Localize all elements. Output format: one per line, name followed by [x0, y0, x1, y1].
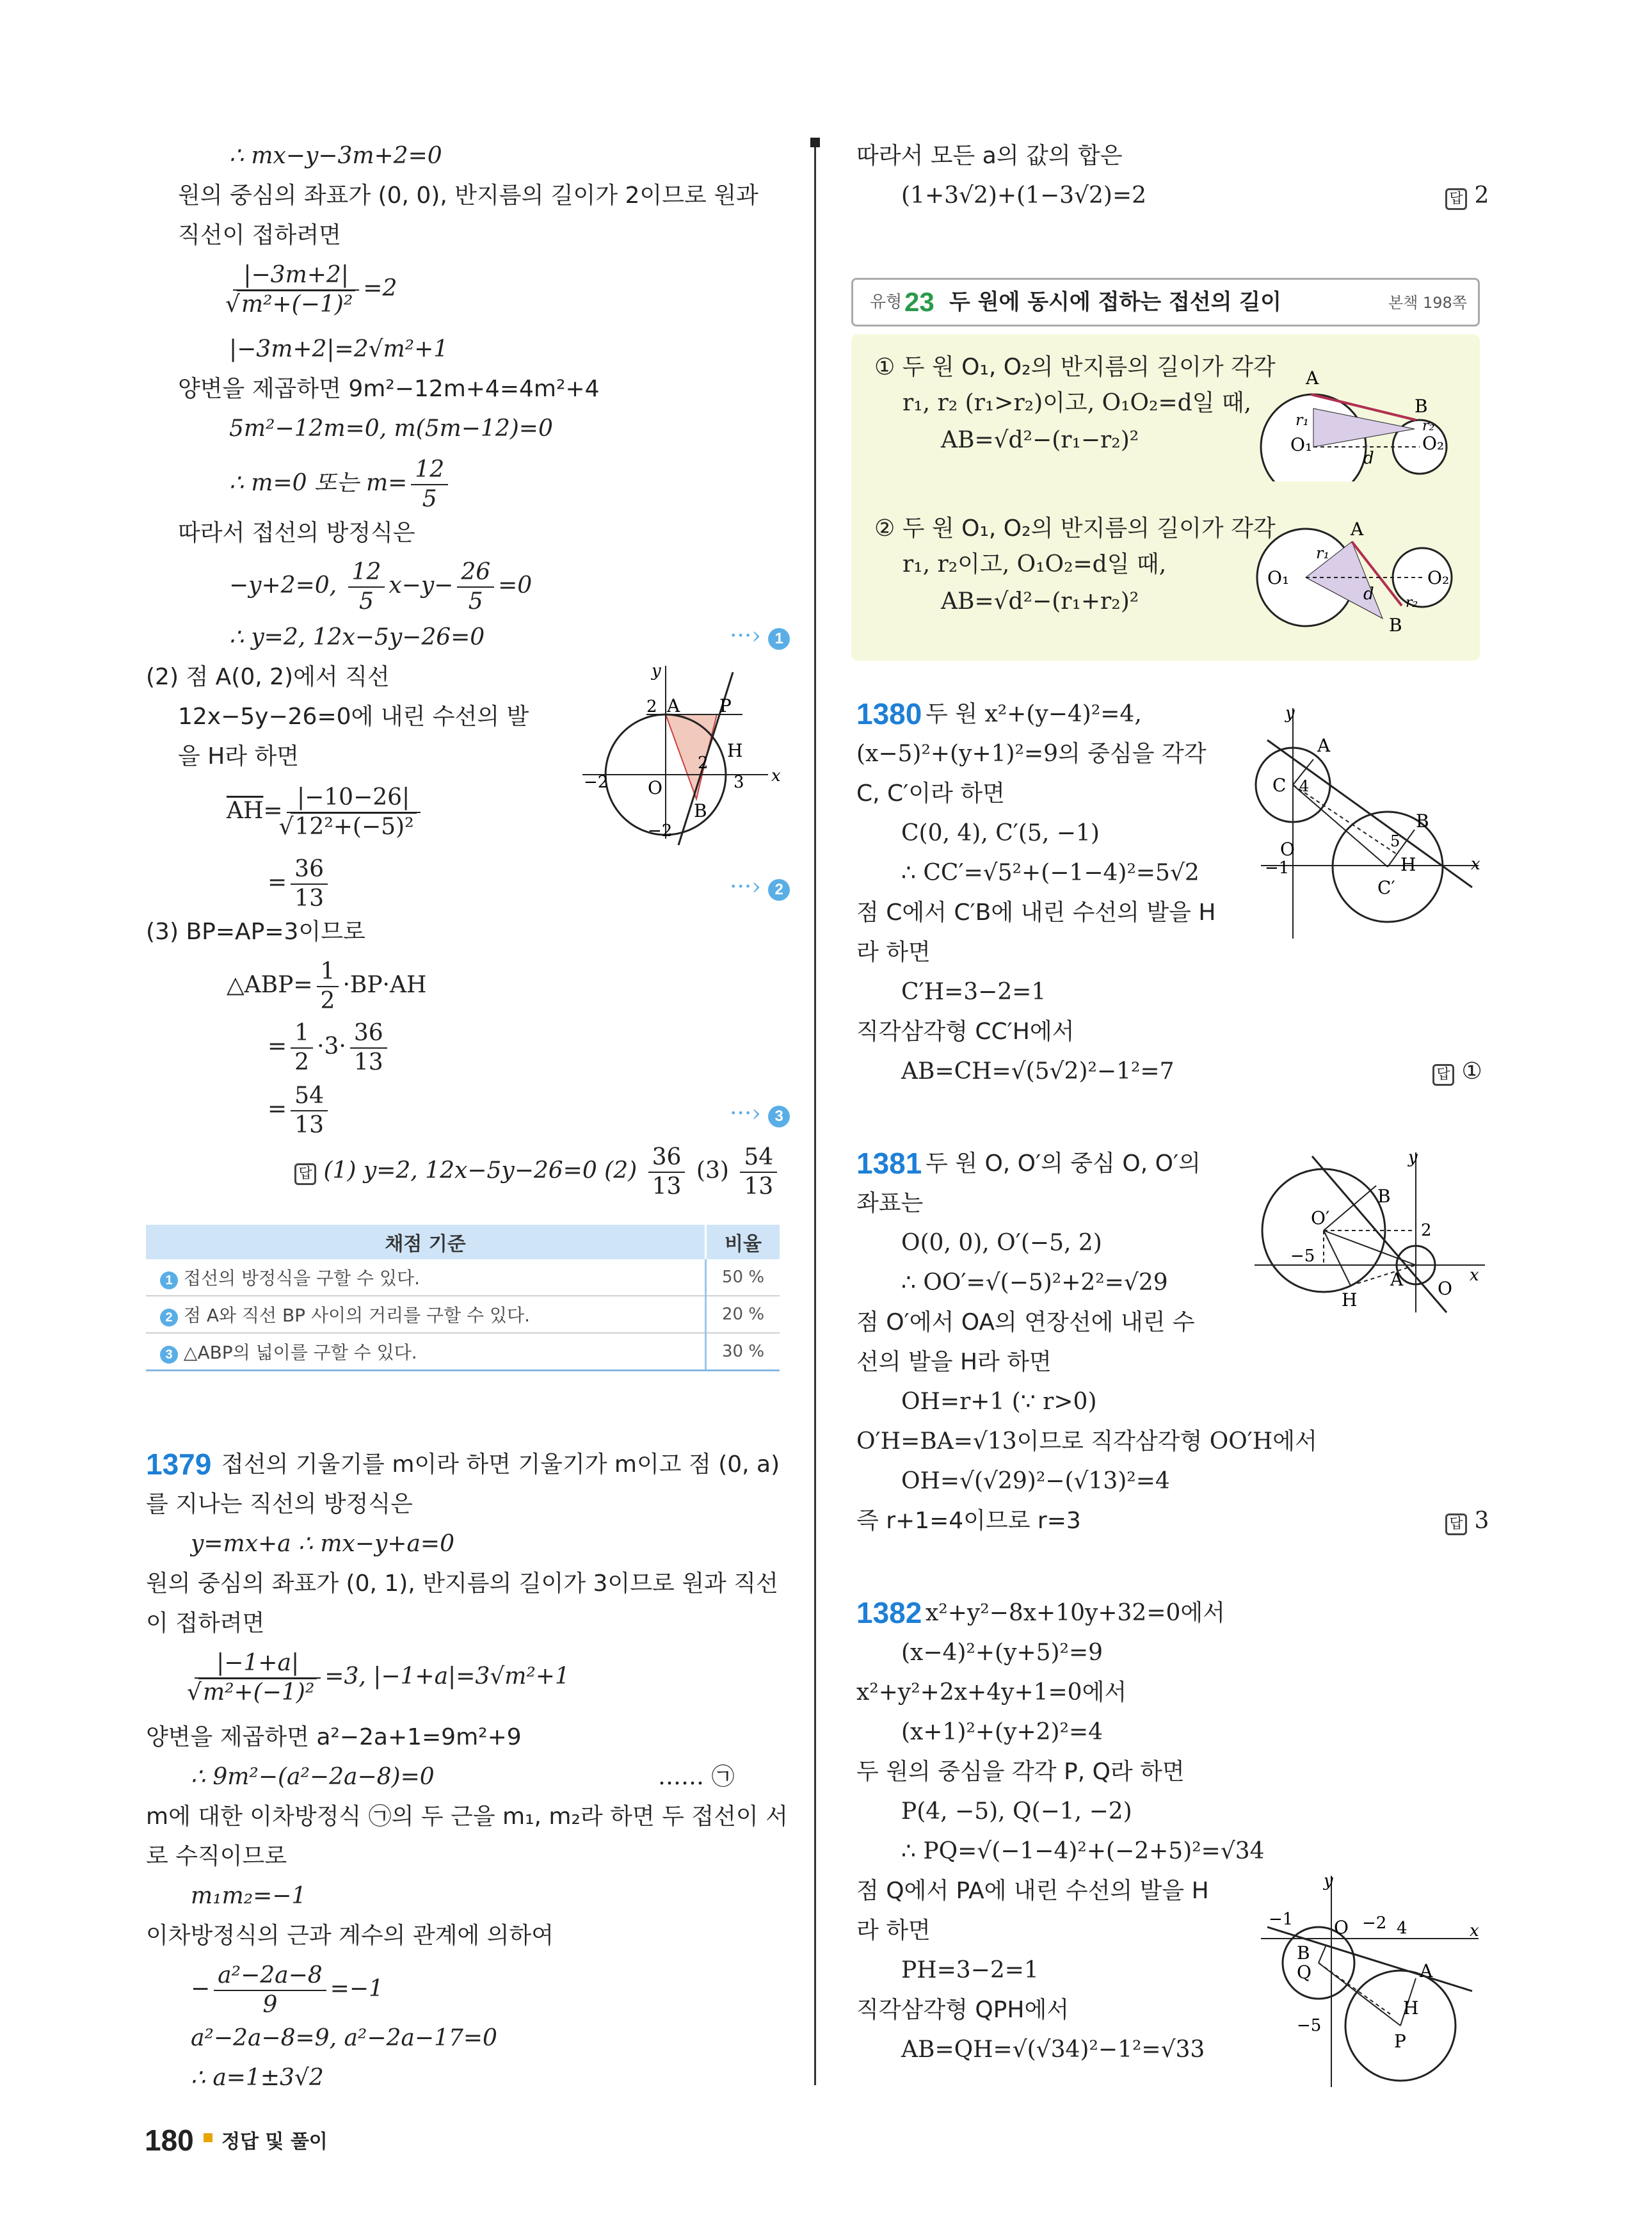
type-title: 두 원에 동시에 접하는 접선의 길이 [949, 289, 1281, 315]
eq-tag: …… ㉠ [658, 1764, 735, 1790]
f2-label-r2: r₂ [1422, 418, 1435, 434]
f4-label-H: H [1400, 854, 1416, 875]
text-line: 접선의 기울기를 m이라 하면 기울기가 m이고 점 (0, a) [221, 1451, 780, 1478]
text-line: 점 C에서 C′B에 내린 수선의 발을 H [856, 900, 1216, 926]
divider-cap [810, 138, 820, 147]
text-line: 따라서 모든 a의 값의 합은 [856, 143, 1123, 169]
f6-label-4: 4 [1397, 1919, 1407, 1938]
f2-label-r1: r₁ [1295, 411, 1310, 429]
figure-1380 [1255, 702, 1485, 945]
eq-line: ∴ a=1±3√2 [191, 2065, 324, 2091]
f4-label-O: O [1280, 839, 1295, 860]
f3-label-O2: O₂ [1427, 567, 1450, 588]
eq-line: P(4, −5), Q(−1, −2) [901, 1798, 1132, 1825]
step-marker-1: ···› 1 [730, 625, 790, 650]
final-answer: 답 (1) y=2, 12x−5y−26=0 (2) $\frac{36}{13}$ (3) $\frac{54}{13}$ [294, 1146, 781, 1198]
text-line: ② 두 원 O₁, O₂의 반지름의 길이가 각각 [874, 515, 1276, 542]
figure-internal-tangent [1255, 516, 1472, 644]
step-marker-2: ···› 2 [730, 876, 790, 901]
eq-line: OH=√(√29)²−(√13)²=4 [901, 1468, 1170, 1494]
eq-line: y=mx+a ∴ mx−y+a=0 [191, 1531, 454, 1557]
eq-line: AB=CH=√(5√2)²−1²=7 [901, 1058, 1175, 1085]
eq-line: ∴ 9m²−(a²−2a−8)=0 [191, 1764, 435, 1790]
eq-tangent-line: ∴ mx−y−3m+2=0 [229, 143, 442, 169]
text-line: 직각삼각형 QPH에서 [856, 1997, 1069, 2023]
eq-area-2: = $\frac{1}{2}$ ·3· $\frac{36}{13}$ [268, 1022, 391, 1074]
f2-label-O1: O₁ [1290, 434, 1313, 455]
eq-line: (x−4)²+(y+5)²=9 [901, 1640, 1103, 1666]
answer-mark: 답 ① [1432, 1060, 1482, 1086]
footer-title: 정답 및 풀이 [221, 2131, 328, 2153]
answer-mark: 답 2 [1445, 184, 1489, 210]
type-label: 유형 [870, 293, 902, 312]
f4-label-m1: −1 [1265, 859, 1290, 878]
text-line: m에 대한 이차방정식 ㉠의 두 근을 m₁, m₂라 하면 두 접선이 서 [146, 1803, 788, 1830]
problem-number: 1380 [856, 697, 922, 730]
eq-ah-value: = $\frac{36}{13}$ [268, 858, 332, 910]
f1-label-O: O [648, 777, 662, 798]
type-content-box [851, 334, 1480, 661]
f1-y-label: y [652, 661, 661, 681]
eq-result: ∴ y=2, 12x−5y−26=0 [229, 624, 485, 650]
f5-y-label: y [1408, 1148, 1418, 1167]
eq-two-lines: −y+2=0, $\frac{12}{5}$ x−y− $\frac{26}{5}$ =0 [229, 559, 533, 615]
f1-label-3: 3 [734, 773, 744, 792]
f3-label-r1: r₁ [1316, 544, 1330, 562]
f3-label-O1: O₁ [1267, 567, 1290, 588]
f4-y-label: y [1285, 704, 1295, 723]
f5-label-H: H [1342, 1289, 1358, 1311]
f1-label-P: P [719, 695, 732, 716]
text-line: 12x−5y−26=0에 내린 수선의 발 [178, 704, 529, 730]
f4-label-Cprime: C′ [1377, 877, 1395, 898]
eq-line: (1+3√2)+(1−3√2)=2 [901, 182, 1147, 209]
text-line: 라 하면 [856, 1917, 931, 1944]
text-line: (x−5)²+(y+1)²=9의 중심을 각각 [856, 741, 1207, 767]
eq-vieta: − $\frac{\text{a²−2a−8}}{9}$ =−1 [191, 1962, 383, 2018]
f2-label-O2: O₂ [1422, 433, 1445, 454]
formula: AB=√d²−(r₁+r₂)² [941, 588, 1139, 615]
text-line: 직각삼각형 CC′H에서 [856, 1019, 1075, 1045]
f1-label-2: 2 [646, 697, 657, 716]
eq-distance: |−3m+2| √ m²+(−1)² =2 [229, 264, 397, 316]
f6-label-O: O [1334, 1917, 1349, 1938]
text-line: O′H=BA=√13이므로 직각삼각형 OO′H에서 [856, 1428, 1317, 1455]
f6-label-H: H [1403, 1997, 1419, 2019]
text-line: ① 두 원 O₁, O₂의 반지름의 길이가 각각 [874, 354, 1276, 380]
f3-label-B: B [1389, 615, 1402, 636]
eq-line: m₁m₂=−1 [191, 1883, 307, 1909]
type-number: 23 [904, 287, 934, 317]
text-line: 따라서 접선의 방정식은 [178, 520, 415, 546]
eq-area-3: = $\frac{54}{13}$ [268, 1085, 332, 1137]
eq-line: |−3m+2|=2√m²+1 [229, 336, 449, 362]
f1-label-m2: −2 [584, 773, 609, 792]
table-header-rate: 비율 [706, 1225, 780, 1259]
f4-x-label: x [1471, 855, 1480, 874]
type-header-box [851, 278, 1480, 327]
text-line: 두 원의 중심을 각각 P, Q라 하면 [856, 1759, 1185, 1785]
eq-line: PH=3−2=1 [901, 1957, 1039, 1983]
f1-x-label: x [771, 766, 781, 786]
f5-label-2: 2 [1421, 1221, 1432, 1240]
text-line: 원의 중심의 좌표가 (0, 1), 반지름의 길이가 3이므로 원과 직선 [146, 1570, 778, 1597]
text-line: 두 원 x²+(y−4)²=4, [926, 701, 1142, 727]
text-line: 를 지나는 직선의 방정식은 [146, 1491, 413, 1517]
eq-distance: |−1+a| √ m²+(−1)² =3, |−1+a|=3√m²+1 [191, 1652, 570, 1704]
f3-label-r2: r₂ [1406, 595, 1418, 611]
text-line: r₁, r₂ (r₁>r₂)이고, O₁O₂=d일 때, [902, 390, 1252, 416]
eq-line: C′H=3−2=1 [901, 979, 1047, 1005]
text-line: 좌표는 [856, 1190, 924, 1216]
problem-number: 1381 [856, 1147, 922, 1180]
eq-line: 5m²−12m=0, m(5m−12)=0 [229, 416, 553, 442]
text-line: 로 수직이므로 [146, 1843, 287, 1869]
f5-label-B: B [1377, 1186, 1391, 1207]
figure-circle-tangent-1 [576, 659, 787, 851]
f6-y-label: y [1324, 1871, 1333, 1891]
text-line: 을 H라 하면 [178, 743, 300, 770]
eq-line: (x+1)²+(y+2)²=4 [901, 1719, 1103, 1745]
text-line: 양변을 제곱하면 a²−2a+1=9m²+9 [146, 1724, 522, 1750]
f6-label-P: P [1394, 2031, 1406, 2052]
f6-label-Q: Q [1297, 1962, 1311, 1983]
f2-label-B: B [1415, 396, 1428, 417]
column-divider [814, 142, 816, 2085]
text-line: (3) BP=AP=3이므로 [146, 919, 365, 945]
f5-label-m5: −5 [1290, 1247, 1315, 1266]
f5-label-Oprime: O′ [1311, 1207, 1330, 1229]
f6-label-m5: −5 [1297, 2016, 1322, 2035]
text-line: C, C′이라 하면 [856, 780, 1005, 807]
f2-label-d: d [1363, 449, 1374, 468]
eq-line: ∴ OO′=√(−5)²+2²=√29 [901, 1270, 1168, 1296]
f6-x-label: x [1470, 1921, 1479, 1940]
text-line: 이차방정식의 근과 계수의 관계에 의하여 [146, 1923, 554, 1949]
footer-square [204, 2133, 213, 2142]
text-line: 이 접하려면 [146, 1610, 265, 1636]
f4-label-5: 5 [1390, 832, 1400, 850]
eq-line: a²−2a−8=9, a²−2a−17=0 [191, 2025, 497, 2051]
text-line: 원의 중심의 좌표가 (0, 0), 반지름의 길이가 2이므로 원과 [178, 182, 758, 209]
f5-label-A: A [1390, 1269, 1404, 1290]
page-number: 180 [145, 2124, 194, 2157]
text-line: 두 원 O, O′의 중심 O, O′의 [926, 1150, 1201, 1177]
eq-ah: $\overline{AH}=$ |−10−26| √ 12²+(−5)² [227, 786, 424, 839]
text-line: x²+y²−8x+10y+32=0에서 [926, 1600, 1225, 1626]
f6-label-A: A [1420, 1960, 1433, 1981]
eq-line: ∴ CC′=√5²+(−1−4)²=5√2 [901, 860, 1199, 886]
table-row: 1 접선의 방정식을 구할 수 있다. 50 % [146, 1259, 780, 1296]
f4-label-C: C [1272, 775, 1287, 796]
text-line: r₁, r₂이고, O₁O₂=d일 때, [902, 551, 1167, 577]
f5-label-O: O [1438, 1278, 1452, 1299]
eq-line: ∴ PQ=√(−1−4)²+(−2+5)²=√34 [901, 1838, 1265, 1864]
text-line: 양변을 제곱하면 9m²−12m+4=4m²+4 [178, 376, 600, 402]
answer-mark: 답 3 [1445, 1510, 1489, 1535]
f1-label-B: B [694, 800, 707, 821]
f1-label-radius: 2 [698, 754, 709, 773]
eq-line: AB=QH=√(√34)²−1²=√33 [901, 2037, 1205, 2063]
figure-external-tangent [1255, 353, 1472, 481]
table-header-criteria: 채점 기준 [146, 1225, 706, 1259]
text-line: 즉 r+1=4이므로 r=3 [856, 1508, 1081, 1534]
scoring-table [146, 1225, 780, 1371]
f5-x-label: x [1470, 1266, 1479, 1285]
formula: AB=√d²−(r₁−r₂)² [941, 427, 1139, 453]
table-row: 2 점 A와 직선 BP 사이의 거리를 구할 수 있다. 20 % [146, 1296, 780, 1333]
f4-label-4: 4 [1299, 777, 1310, 795]
eq-area: △ABP= $\frac{1}{2}$ ·BP·AH [227, 958, 427, 1014]
type-reference: 본책 198쪽 [1388, 294, 1467, 312]
text-line: (2) 점 A(0, 2)에서 직선 [146, 664, 390, 690]
f2-label-A: A [1306, 367, 1319, 389]
f6-label-B: B [1297, 1942, 1310, 1964]
f3-label-d: d [1363, 585, 1374, 604]
text-line: 점 O′에서 OA의 연장선에 내린 수 [856, 1309, 1195, 1335]
eq-line: OH=r+1 (∵ r>0) [901, 1389, 1097, 1415]
f6-label-m1: −1 [1269, 1910, 1294, 1929]
problem-number: 1379 [146, 1448, 212, 1481]
f3-label-A: A [1351, 519, 1364, 540]
f6-label-m2: −2 [1362, 1914, 1387, 1933]
problem-number: 1382 [856, 1596, 922, 1629]
f4-label-A: A [1317, 735, 1331, 756]
eq-line: O(0, 0), O′(−5, 2) [901, 1230, 1102, 1256]
f1-label-H: H [727, 740, 743, 761]
table-row: 3 △ABP의 넓이를 구할 수 있다. 30 % [146, 1333, 780, 1371]
figure-1381 [1248, 1146, 1491, 1319]
text-line: 직선이 접하려면 [178, 222, 341, 248]
step-marker-3: ···› 3 [730, 1102, 790, 1127]
text-line: x²+y²+2x+4y+1=0에서 [856, 1679, 1127, 1706]
figure-1382 [1255, 1869, 1485, 2094]
text-line: 라 하면 [856, 939, 931, 965]
eq-m-values: ∴ m=0 또는 m= $\frac{12}{5}$ [229, 458, 452, 511]
f4-label-B: B [1416, 811, 1429, 832]
text-line: 선의 발을 H라 하면 [856, 1349, 1052, 1375]
f1-label-m2y: −2 [648, 821, 673, 841]
text-line: 점 Q에서 PA에 내린 수선의 발을 H [856, 1878, 1209, 1904]
eq-line: C(0, 4), C′(5, −1) [901, 820, 1100, 846]
f1-label-A: A [667, 695, 680, 716]
